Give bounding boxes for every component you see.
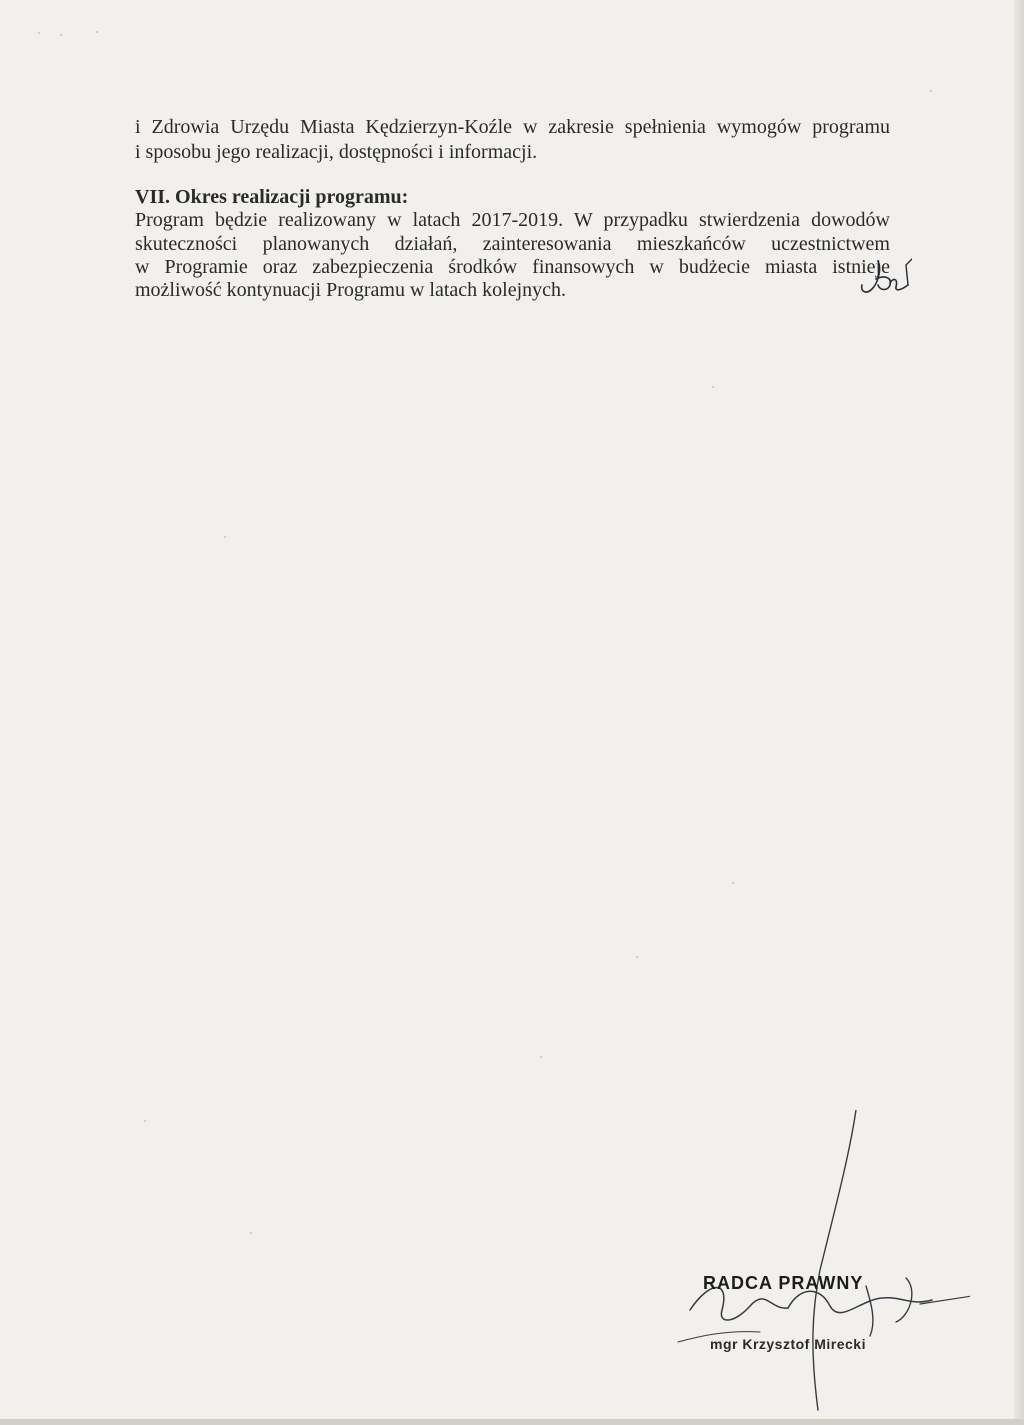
scan-speck — [732, 882, 734, 884]
scan-speck — [144, 1120, 146, 1122]
scan-speck — [540, 1056, 542, 1058]
scan-speck — [250, 1232, 252, 1234]
stamp-title: RADCA PRAWNY — [703, 1273, 864, 1293]
text-line: Program będzie realizowany w latach 2017-2019. W przypadku stwierdzenia dowodów — [135, 209, 890, 231]
text-line: skuteczności planowanych działań, zainteresowania mieszkańców uczestnictwem — [135, 233, 890, 255]
scan-speck — [96, 31, 98, 33]
page-edge-right — [1014, 0, 1024, 1425]
scan-speck — [712, 386, 714, 388]
scan-speck — [636, 956, 638, 958]
text-line: i sposobu jego realizacji, dostępności i informacji. — [135, 141, 538, 163]
scan-speck — [60, 34, 62, 36]
handwritten-initials — [848, 255, 912, 325]
stamp-name: mgr Krzysztof Mirecki — [710, 1336, 866, 1352]
text-line: w Programie oraz zabezpieczenia środków finansowych w budżecie miasta istnieje — [135, 256, 890, 278]
scan-speck — [930, 90, 932, 92]
text-line: możliwość kontynuacji Programu w latach kolejnych. — [135, 279, 567, 301]
scan-speck — [224, 536, 226, 538]
legal-counsel-stamp — [670, 1110, 970, 1420]
scan-speck — [38, 32, 40, 34]
section-heading: VII. Okres realizacji programu: — [135, 186, 409, 208]
text-line: i Zdrowia Urzędu Miasta Kędzierzyn-Koźle w zakresie spełnienia wymogów programu — [135, 116, 890, 138]
